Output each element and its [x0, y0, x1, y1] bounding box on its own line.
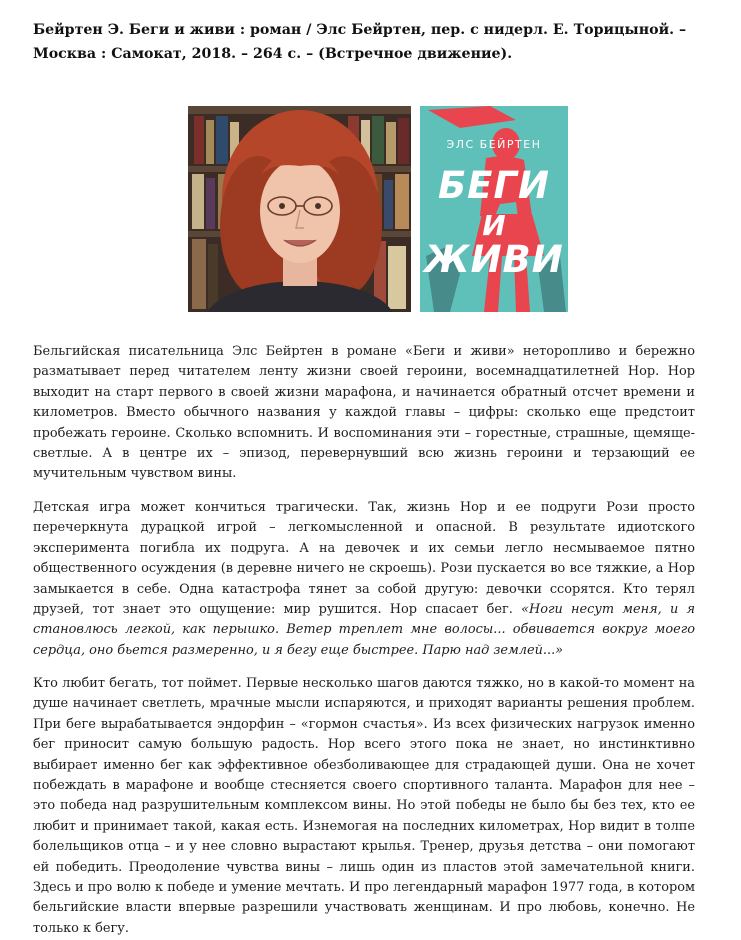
author-portrait-image: [188, 106, 411, 312]
author-photo: [188, 106, 411, 312]
cover-title-line-3: ЖИВИ: [424, 238, 564, 281]
review-paragraph-2: [33, 498, 695, 661]
paragraph-2-quote: «Ноги несут меня, и я становлюсь легкой, как перышко. Ветер треплет мне волосы... обвивается вокруг моего сердца, оно бьется размеренно, и я бегу еще быстрее. Парю над землей...»: [33, 601, 695, 658]
cover-title-line-1: БЕГИ: [437, 164, 551, 207]
bibliographic-heading: Бейртен Э. Беги и живи : роман / Элс Бейртен, пер. с нидерл. Е. Торицыной. – Москва : Самокат, 2018. – 264 с. – (Встречное движение).: [33, 22, 687, 62]
book-cover: [420, 106, 568, 312]
paragraph-2-text: Детская игра может кончиться трагически. Так, жизнь Нор и ее подруги Рози просто перечеркнута дурацкой игрой – легкомысленной и опасной. В результате идиотского эксперимента погибла их подруга. А на девочек и их семьи легло несмываемое пятно общественного осуждения (в деревне ничего не скроешь). Рози пускается во все тяжкие, а Нор замыкается в себе. Одна катастрофа тянет за собой другую: девочки ссорятся. Кто терял друзей, тот знает это ощущение: мир рушится. Нор спасает бег.: [33, 499, 695, 617]
cover-author-name: ЭЛС БЕЙРТЕН: [446, 138, 542, 151]
review-paragraph-1: Бельгийская писательница Элс Бейртен в романе «Беги и живи» неторопливо и бережно разматывает перед читателем ленту жизни своей героини, восемнадцатилетней Нор. Нор выходит на старт первого в своей жизни марафона, и начинается обратный отсчет времени и километров. Вместо обычного названия у каждой главы – цифры: сколько еще предстоит пробежать героине. Сколько вспомнить. И воспоминания эти – горестные, страшные, щемяще-светлые. А в центре их – эпизод, перевернувший всю жизнь героини и терзающий ее мучительным чувством вины.: [33, 343, 695, 482]
cover-title-line-2: И: [482, 209, 506, 242]
review-paragraph-3: Кто любит бегать, тот поймет. Первые несколько шагов даются тяжко, но в какой-то момент на душе начинает светлеть, мрачные мысли испаряются, и приходят варианты решения проблем. При беге вырабатывается эндорфин – «гормон счастья». Из всех физических нагрузок именно бег приносит самую большую радость. Нор всего этого пока не знает, но инстинктивно выбирает именно бег как эффективное обезболивающее для страдающей души. Она не хочет побеждать в марафоне и вообще стесняется своего спортивного таланта. Марафон для нее – это победа над разрушительным комплексом вины. Но этой победы не было бы без тех, кто ее любит и принимает такой, какая есть. Изнемогая на последних километрах, Нор видит в толпе болельщиков отца – и у нее словно вырастают крылья. Тренер, друзья детства – они помогают ей победить. Преодоление чувства вины – лишь один из пластов этой замечательной книги. Здесь и про волю к победе и умение мечтать. И про легендарный марафон 1977 года, в котором бельгийские власти впервые разрешили участвовать женщинам. И про любовь, конечно. Не только к бегу.: [33, 675, 695, 936]
